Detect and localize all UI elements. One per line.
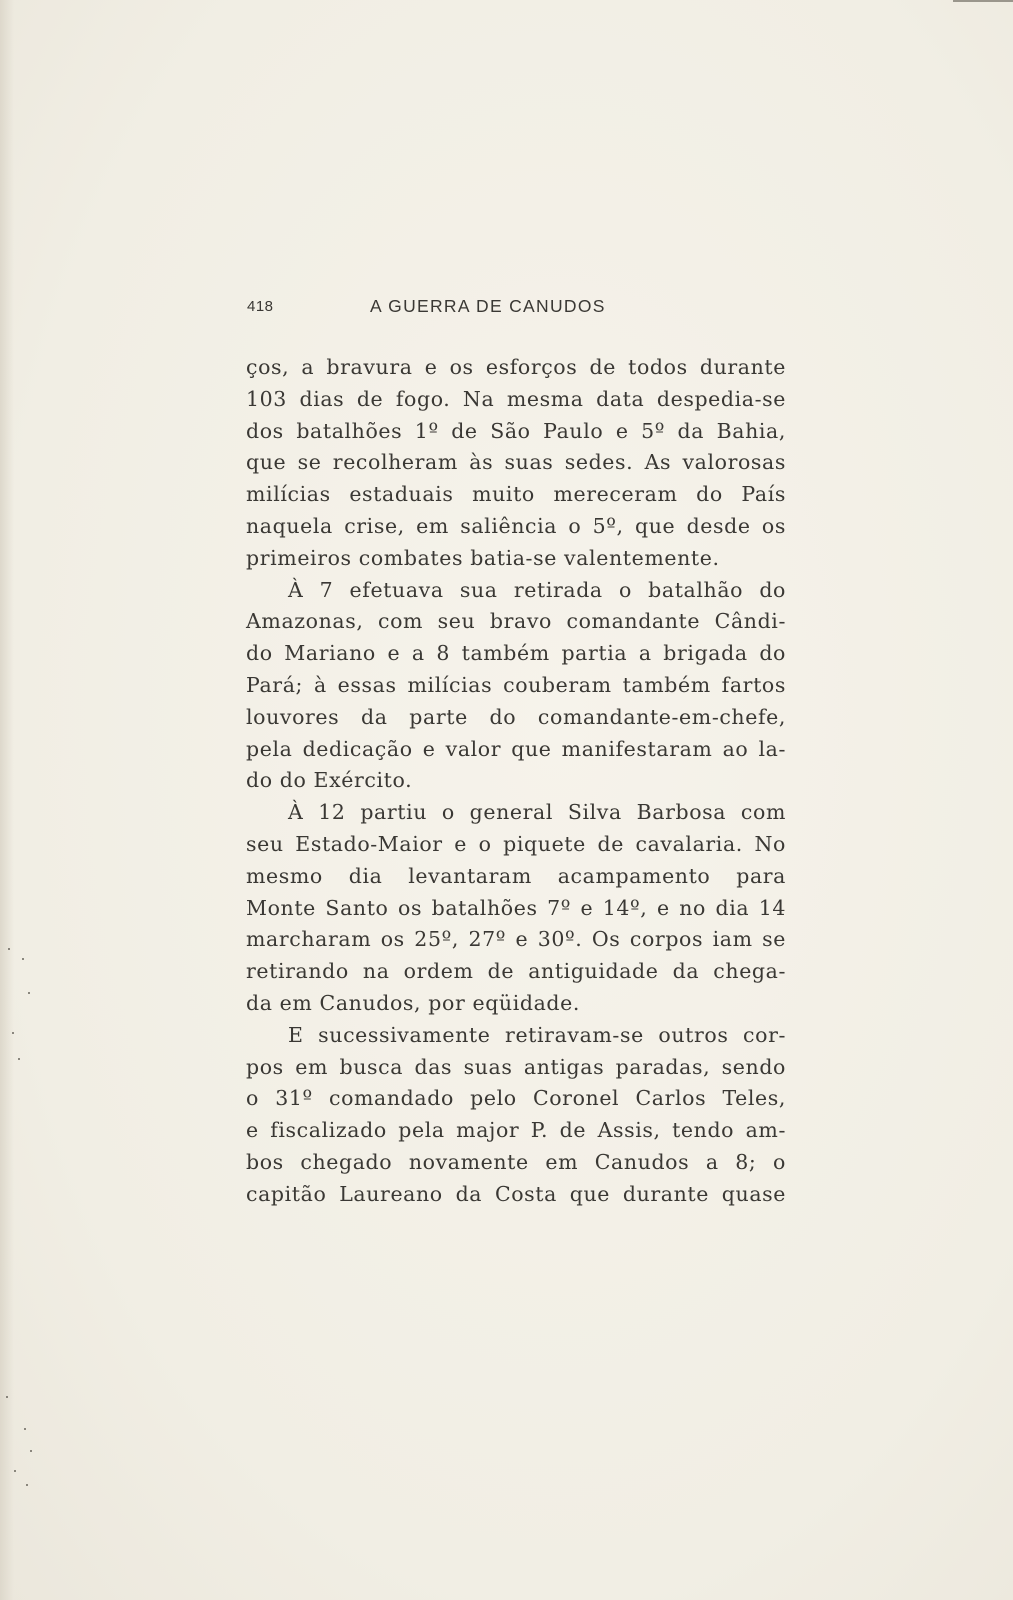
text-line: 103 dias de fogo. Na mesma data despedia-se [246,386,786,411]
text-line: do do Exército. [246,768,413,793]
text-line: naquela crise, em saliência o 5º, que desde os [246,513,786,538]
text-line: E sucessivamente retiravam-se outros cor- [288,1022,786,1047]
text-line: marcharam os 25º, 27º e 30º. Os corpos iam se [246,927,786,952]
running-title: A GUERRA DE CANUDOS [370,296,606,316]
body-text [246,352,786,1211]
text-line: que se recolheram às suas sedes. As valorosas [246,450,786,475]
text-line: pos em busca das suas antigas paradas, sendo [246,1054,786,1079]
text-line: o 31º comandado pelo Coronel Carlos Teles, [246,1086,786,1111]
paragraph-2 [246,575,786,798]
paragraph-1 [246,352,786,575]
paragraph-3 [246,797,786,1020]
paper-specks [0,0,40,1600]
text-line: pela dedicação e valor que manifestaram ao la- [246,736,786,761]
text-line: bos chegado novamente em Canudos a 8; o [246,1149,786,1174]
paragraph-4 [246,1020,786,1211]
text-line: louvores da parte do comandante-em-chefe, [246,704,786,729]
text-line: À 12 partiu o general Silva Barbosa com [288,800,786,825]
text-line: Monte Santo os batalhões 7º e 14º, e no dia 14 [246,895,786,920]
text-line: primeiros combates batia-se valentemente. [246,545,720,570]
text-line: e fiscalizado pela major P. de Assis, tendo am- [246,1118,786,1143]
text-line: Pará; à essas milícias couberam também fartos [246,672,786,697]
text-line: capitão Laureano da Costa que durante quase [246,1181,786,1206]
text-line: milícias estaduais muito mereceram do País [246,482,786,507]
text-line: mesmo dia levantaram acampamento para [246,863,786,888]
page-edge-rule [953,0,1013,2]
page-number: 418 [247,298,274,315]
text-line: Amazonas, com seu bravo comandante Cândi- [246,609,786,634]
text-line: seu Estado-Maior e o piquete de cavalaria. No [246,831,786,856]
text-line: ços, a bravura e os esforços de todos durante [246,355,786,379]
text-line: da em Canudos, por eqüidade. [246,990,580,1015]
page-header [247,296,787,320]
text-line: dos batalhões 1º de São Paulo e 5º da Bahia, [246,418,786,443]
text-line: retirando na ordem de antiguidade da chega- [246,959,786,984]
text-line: do Mariano e a 8 também partia a brigada do [246,641,786,666]
text-line: À 7 efetuava sua retirada o batalhão do [288,577,786,602]
